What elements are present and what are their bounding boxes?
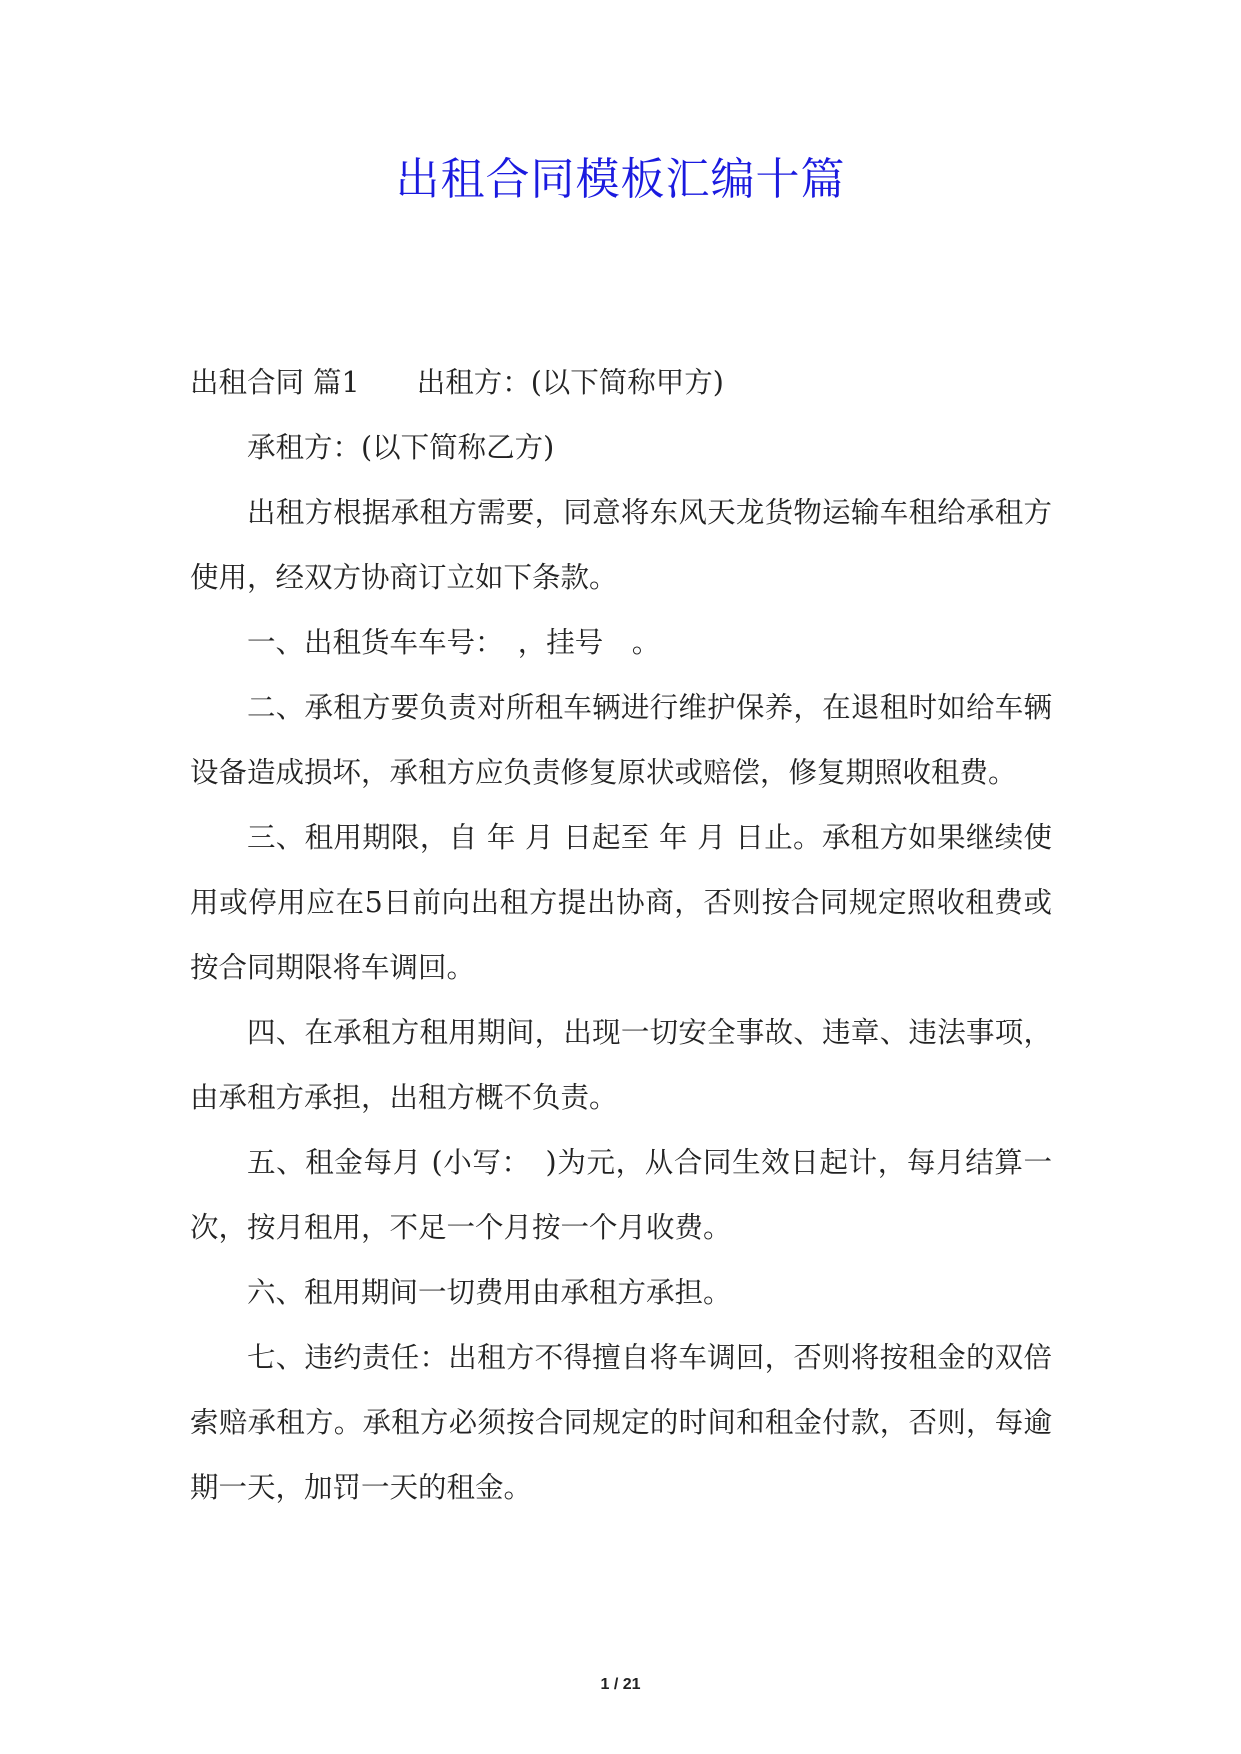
paragraph-clause-4: 四、在承租方租用期间，出现一切安全事故、违章、违法事项，由承租方承担，出租方概不负责。 — [190, 1016, 1052, 1114]
paragraph-clause-3: 三、租用期限，自 年 月 日起至 年 月 日止。承租方如果继续使用或停用应在5日前向出租方提出协商，否则按合同规定照收租费或按合同期限将车调回。 — [190, 821, 1052, 984]
paragraph-lessee: 承租方：(以下简称乙方) — [247, 431, 555, 464]
paragraph-clause-2: 二、承租方要负责对所租车辆进行维护保养，在退租时如给车辆设备造成损坏，承租方应负责修复原状或赔偿，修复期照收租费。 — [190, 691, 1052, 789]
paragraph-intro: 出租方根据承租方需要，同意将东风天龙货物运输车租给承租方使用，经双方协商订立如下条款。 — [190, 496, 1052, 594]
page-number: 1 / 21 — [600, 1676, 641, 1693]
document-title: 出租合同模板汇编十篇 — [395, 154, 846, 205]
paragraph-clause-1: 一、出租货车车号： ，挂号 。 — [247, 626, 661, 659]
paragraph-clause-7: 七、违约责任：出租方不得擅自将车调回，否则将按租金的双倍索赔承租方。承租方必须按合同规定的时间和租金付款，否则，每逾期一天，加罚一天的租金。 — [190, 1341, 1052, 1504]
paragraph-clause-5: 五、租金每月 (小写： )为元，从合同生效日起计，每月结算一次，按月租用，不足一个月按一个月收费。 — [190, 1146, 1052, 1244]
paragraph-clause-6: 六、租用期间一切费用由承租方承担。 — [247, 1276, 732, 1309]
contract-heading-line: 出租合同 篇1 出租方：(以下简称甲方) — [190, 366, 724, 399]
document-body — [190, 350, 1052, 1520]
